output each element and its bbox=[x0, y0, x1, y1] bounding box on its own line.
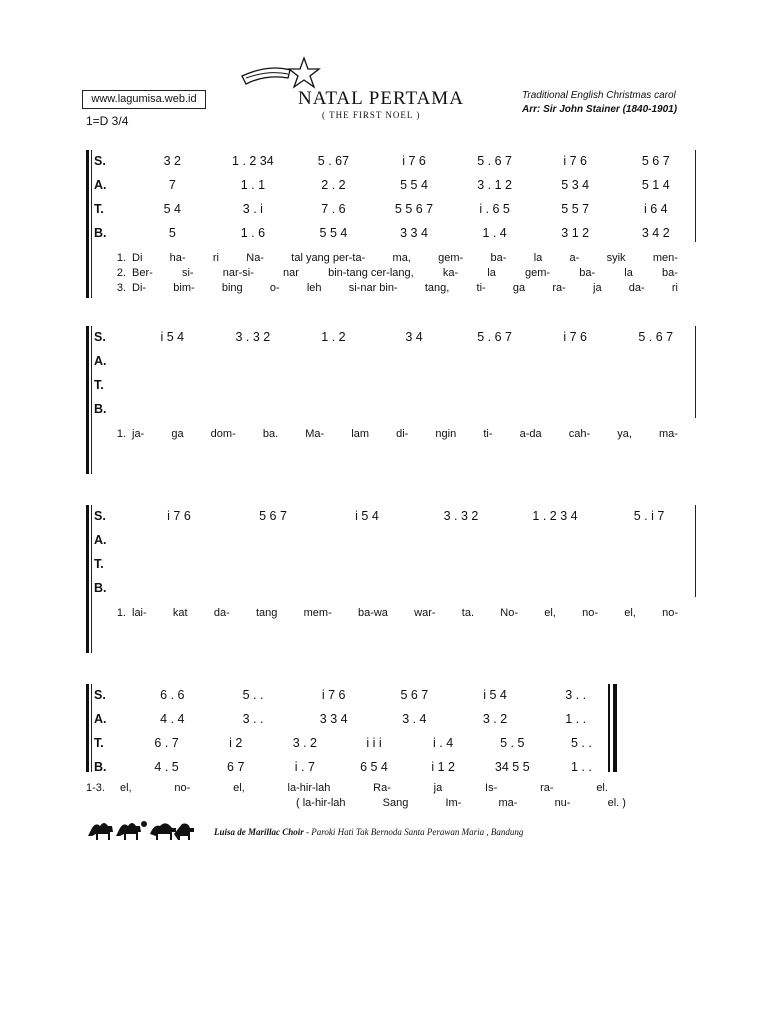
credit-arranger: Arr: Sir John Stainer (1840-1901) bbox=[522, 104, 678, 115]
voice-row-bass: B. 4 . 5 6 7 i . 7 6 5 4 i 1 2 34 5 5 1 . . bbox=[94, 760, 592, 774]
lyric-line: ( la-hir-lah Sang Im- ma- nu- el. ) bbox=[296, 797, 626, 809]
system-1 bbox=[86, 150, 696, 298]
voice-row-soprano: S. 3 2 1 . 2 34 5 . 67 i 7 6 5 . 6 7 i 7 6 5 6 7 bbox=[94, 154, 670, 168]
lyric-line: 1. lai- kat da- tang mem- ba-wa war- ta. No- el, no- el, no- bbox=[116, 607, 678, 619]
voice-row-tenor: T. bbox=[94, 378, 104, 392]
lyric-line: 1-3. el, no- el, la-hir-lah Ra- ja Is- ra- el. bbox=[86, 782, 608, 794]
parish-name: - Paroki Hati Tak Bernoda Santa Perawan Maria , Bandung bbox=[303, 827, 524, 837]
voice-row-tenor: T. bbox=[94, 557, 104, 571]
final-barline bbox=[608, 684, 610, 772]
voice-row-tenor: T. 5 4 3 . i 7 . 6 5 5 6 7 i . 6 5 5 5 7 i 6 4 bbox=[94, 202, 668, 216]
voice-row-alto: A. bbox=[94, 354, 107, 368]
lyric-line: 1. ja- ga dom- ba. Ma- lam di- ngin ti- a-da cah- ya, ma- bbox=[116, 428, 678, 440]
lyric-line: 2. Ber- si- nar-si- nar bin-tang cer-lang, ka- la gem- ba- la ba- bbox=[116, 267, 678, 279]
voice-row-alto: A. bbox=[94, 533, 107, 547]
voice-row-soprano: S. 6 . 6 5 . . i 7 6 5 6 7 i 5 4 3 . . bbox=[94, 688, 587, 702]
footer-credit bbox=[214, 827, 523, 837]
lyric-line: 1. Di ha- ri Na- tal yang per-ta- ma, gem- ba- la a- syik men- bbox=[116, 252, 678, 264]
voice-row-bass: B. bbox=[94, 581, 107, 595]
final-barline-thick bbox=[613, 684, 617, 772]
voice-row-alto: A. 4 . 4 3 . . 3 3 4 3 . 4 3 . 2 1 . . bbox=[94, 712, 587, 726]
voice-row-soprano: S. i 7 6 5 6 7 i 5 4 3 . 3 2 1 . 2 3 4 5 . i 7 bbox=[94, 509, 665, 523]
voice-row-soprano: S. i 5 4 3 . 3 2 1 . 2 3 4 5 . 6 7 i 7 6 5 . 6 7 bbox=[94, 330, 674, 344]
voice-row-alto: A. 7 1 . 1 2 . 2 5 5 4 3 . 1 2 5 3 4 5 1 4 bbox=[94, 178, 670, 192]
lyric-line: 3. Di- bim- bing o- leh si-nar bin- tang, ti- ga ra- ja da- ri bbox=[116, 282, 678, 294]
system-3 bbox=[86, 505, 696, 653]
key-signature: 1=D 3/4 bbox=[86, 114, 129, 128]
website-label: www.lagumisa.web.id bbox=[82, 90, 206, 109]
camels-icon bbox=[86, 814, 198, 842]
song-subtitle: ( THE FIRST NOEL ) bbox=[322, 110, 421, 120]
system-2 bbox=[86, 326, 696, 474]
choir-name: Luisa de Marillac Choir bbox=[214, 827, 304, 837]
system-4 bbox=[86, 684, 696, 816]
song-title: NATAL PERTAMA bbox=[298, 88, 464, 109]
credit-origin: Traditional English Christmas carol bbox=[522, 90, 676, 101]
voice-row-tenor: T. 6 . 7 i 2 3 . 2 i i i i . 4 5 . 5 5 . . bbox=[94, 736, 592, 750]
voice-row-bass: B. 5 1 . 6 5 5 4 3 3 4 1 . 4 3 1 2 3 4 2 bbox=[94, 226, 670, 240]
voice-row-bass: B. bbox=[94, 402, 107, 416]
